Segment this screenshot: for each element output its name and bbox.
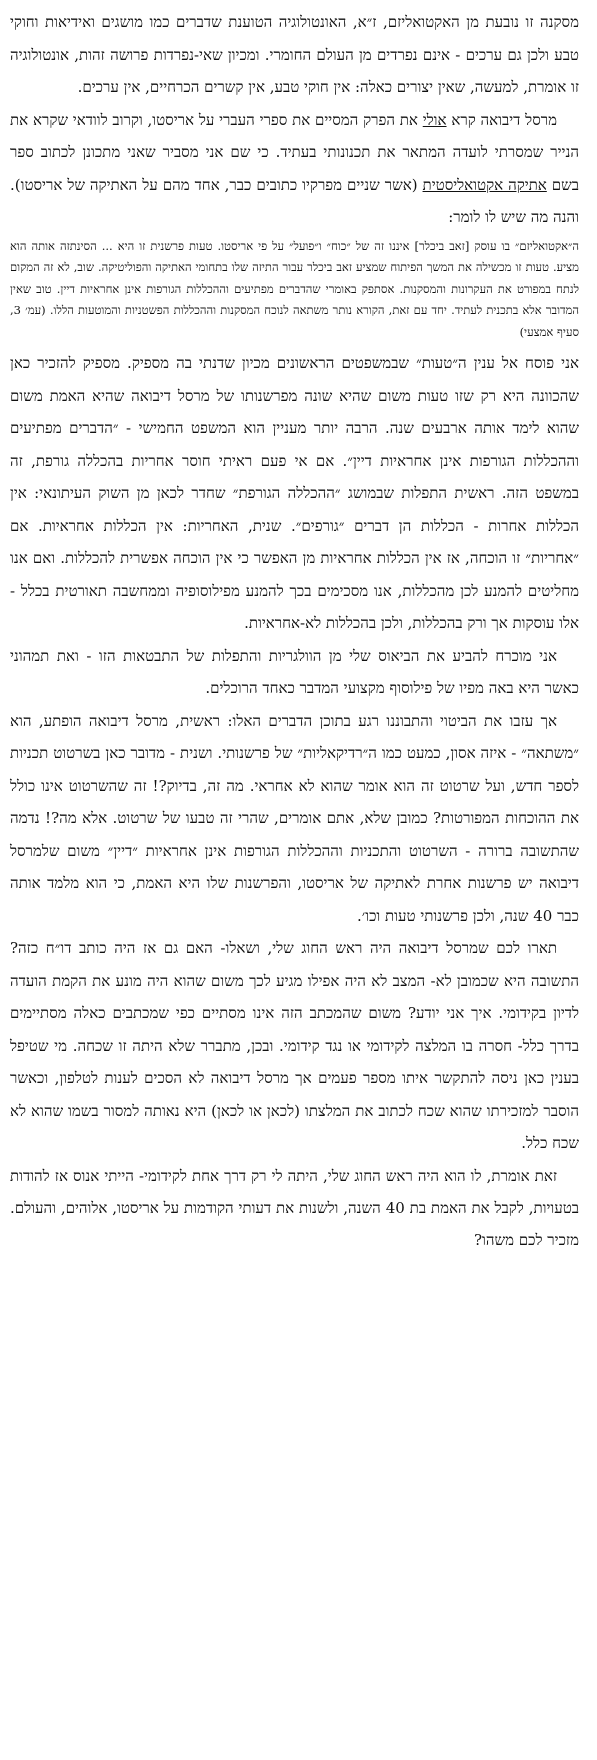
paragraph-disgust	[10, 640, 579, 705]
paragraph-text: את הפרק המסיים את ספרי העברי על אריסטו, וקרוב לוודאי שקרא את הנייר שמסרתי לועדה המתאר את תכנונותי בעתיד. כי שם אני מסביר שאני מתכונן לכתוב ספר בשם	[10, 110, 579, 194]
underlined-word: אולי	[422, 110, 447, 129]
paragraph-closing	[10, 1160, 579, 1256]
paragraph-text: אך עזבו את הביטוי והתבוננו רגע בתוכן הדברים האלו: ראשית, מרסל דיבואה הופתע, הוא ״משתאה״ - איזה אסון, כמעט כמו ה״רדיקאליות״ של פרשנותי. ושנית - מדובר כאן בשרטוט תכניות לספר חדש, ועל שרטוט זה הוא אומר שהוא לא אחראי. מה זה, בדיוק?! זה שהשרטוט אינו כולל את ההוכחות המפורטות? כמובן שלא, אתם אומרים, שהרי זה טבעו של שרטוט. אלא מה?! נדמה שהתשובה ברורה - השרטוט והתכניות וההכללות הגורפות אינן אחראיות ״דיין״ משום שלמרסל דיבואה יש פרשנות אחרת לאתיקה של אריסטו, והפרשנות שלו היא האמת, כי הוא מלמד אותה כבר 40 שנה, ולכן פרשנותי טעות וכו׳.	[10, 711, 579, 925]
paragraph-text: תארו לכם שמרסל דיבואה היה ראש החוג שלי, ושאלו- האם גם אז היה כותב דו״ח כזה? התשובה היא שכמובן לא- המצב לא היה אפילו מגיע לכך משום שהוא היה מונע את הקמת הועדה לדיון בקידומי. איך אני יודע? משום שהמכתב הזה אינו מסתיים כפי שמכתבים כאלה מסתיימים בדרך כלל- חסרה בו המלצה לקידומי או נגד קידומי. ובכן, מתברר שלא היתה זו שכחה. מי שטיפל בענין כאן ניסה להתקשר איתו מספר פעמים אך מרסל דיבואה לא הסכים לענות לטלפון, וכאשר הוסבר למזכירתו שהוא שכח לכתוב את המלצתו (לכאן או לכאן) היא נאותה למסור בשמו שהוא לא שכח כלל.	[10, 939, 579, 1152]
paragraph-text: מסקנה זו נובעת מן האקטואליזם, ז״א, האונטולוגיה הטוענת שדברים כמו מושגים ואידיאות וחוקי טבע ולכן גם ערכים - אינם נפרדים מן העולם החומרי. ומכיון שאי-נפרדות פרושה זהות, אונטולוגיה זו אומרת, למעשה, שאין יצורים כאלה: אין חוקי טבע, אין קשרים הכרחיים, אין ערכים.	[10, 13, 579, 96]
quoted-report	[10, 236, 579, 344]
paragraph-text: (אשר שניים מפרקיו כתובים כבר, אחד מהם על האתיקה של אריסטו). והנה מה שיש לו לומר:	[10, 175, 579, 226]
paragraph-head-of-department	[10, 932, 579, 1160]
paragraph-content-analysis	[10, 705, 579, 933]
paragraph-dubois-reading	[10, 104, 579, 234]
paragraph-error-discussion	[10, 347, 579, 640]
paragraph-conclusion	[10, 6, 579, 104]
paragraph-text: אני פוסח אל ענין ה״טעות״ שבמשפטים הראשונים מכיון שדנתי בה מספיק. מספיק להזכיר כאן שהכוונה היא רק שזו טעות משום שהיא שונה מפרשנותו של מרסל דיבואה שהיא האמת משום שהוא לימד אותה ארבעים שנה. הרבה יותר מעניין הוא המשפט החמישי - ״הדברים מפתיעים וההכללות הגורפות אינן אחראיות דיין״. אם אי פעם ראיתי חוסר אחריות בהכללה גורפת, זה במשפט הזה. ראשית התפלות שבמושג ״ההכללה הגורפת״ שחדר לכאן מן השוק העיתונאי: אין הכללות אחרות - הכללות הן דברים ״גורפים״. שנית, האחריות: אין הכללות אחראיות. אם ״אחריות״ זו הוכחה, אז אין הכללות אחראיות מן האפשר כי אין הוכחה אפשרית להכללות. ואם אנו מחליטים להמנע לכן מהכללות, אנו מסכימים בכך להמנע מפילוסופיה וממחשבה תאורטית בכלל - אלו עוסקות אך ורק בהכללות, ולכן בהכללות לא-אחראיות.	[10, 354, 579, 632]
paragraph-text: זאת אומרת, לו הוא היה ראש החוג שלי, היתה לי רק דרך אחת לקידומי- הייתי אנוס אז להודות בטעויות, לקבל את האמת בת 40 השנה, ולשנות את דעותי הקודמות על אריסטו, אלוהים, והעולם. מזכיר לכם משהו?	[10, 1166, 579, 1249]
paragraph-text: מרסל דיבואה קרא	[446, 110, 557, 129]
book-title: אתיקה אקטואליסטית	[422, 175, 547, 194]
paragraph-text: אני מוכרח להביע את הביאוס שלי מן הוולגריות והתפלות של התבטאות הזו - ואת תמהוני כאשר היא באה מפיו של פילוסוף מקצועי המדבר כאחד הרוכלים.	[10, 646, 579, 697]
quoted-report-text: ה״אקטואליזם״ בו עוסק [זאב ביכלר] איננו זה של ״כוח״ ו״פועל״ על פי אריסטו. טעות פרשנית זו היא ... הסינתזה אותה הוא מציע. טעות זו מכשילה את המשך הפיתוח שמציע זאב ביכלר עבור התיזה שלו בתחומי האתיקה והפוליטיקה. שוב, לא זה המקום לנתח במפורט את העקרונות והמסקנות. אסתפק באומרי שהדברים מפתיעים וההכללות הגורפות אינן אחראיות דיין. טוב שאין המדובר אלא בתכנית לעתיד. יחד עם זאת, הקורא נותר משתאה לנוכח המסקנות וההכללות הפשטניות והמוטעות הללו. (עמ׳ 3, סעיף אמצעי)	[10, 238, 579, 339]
